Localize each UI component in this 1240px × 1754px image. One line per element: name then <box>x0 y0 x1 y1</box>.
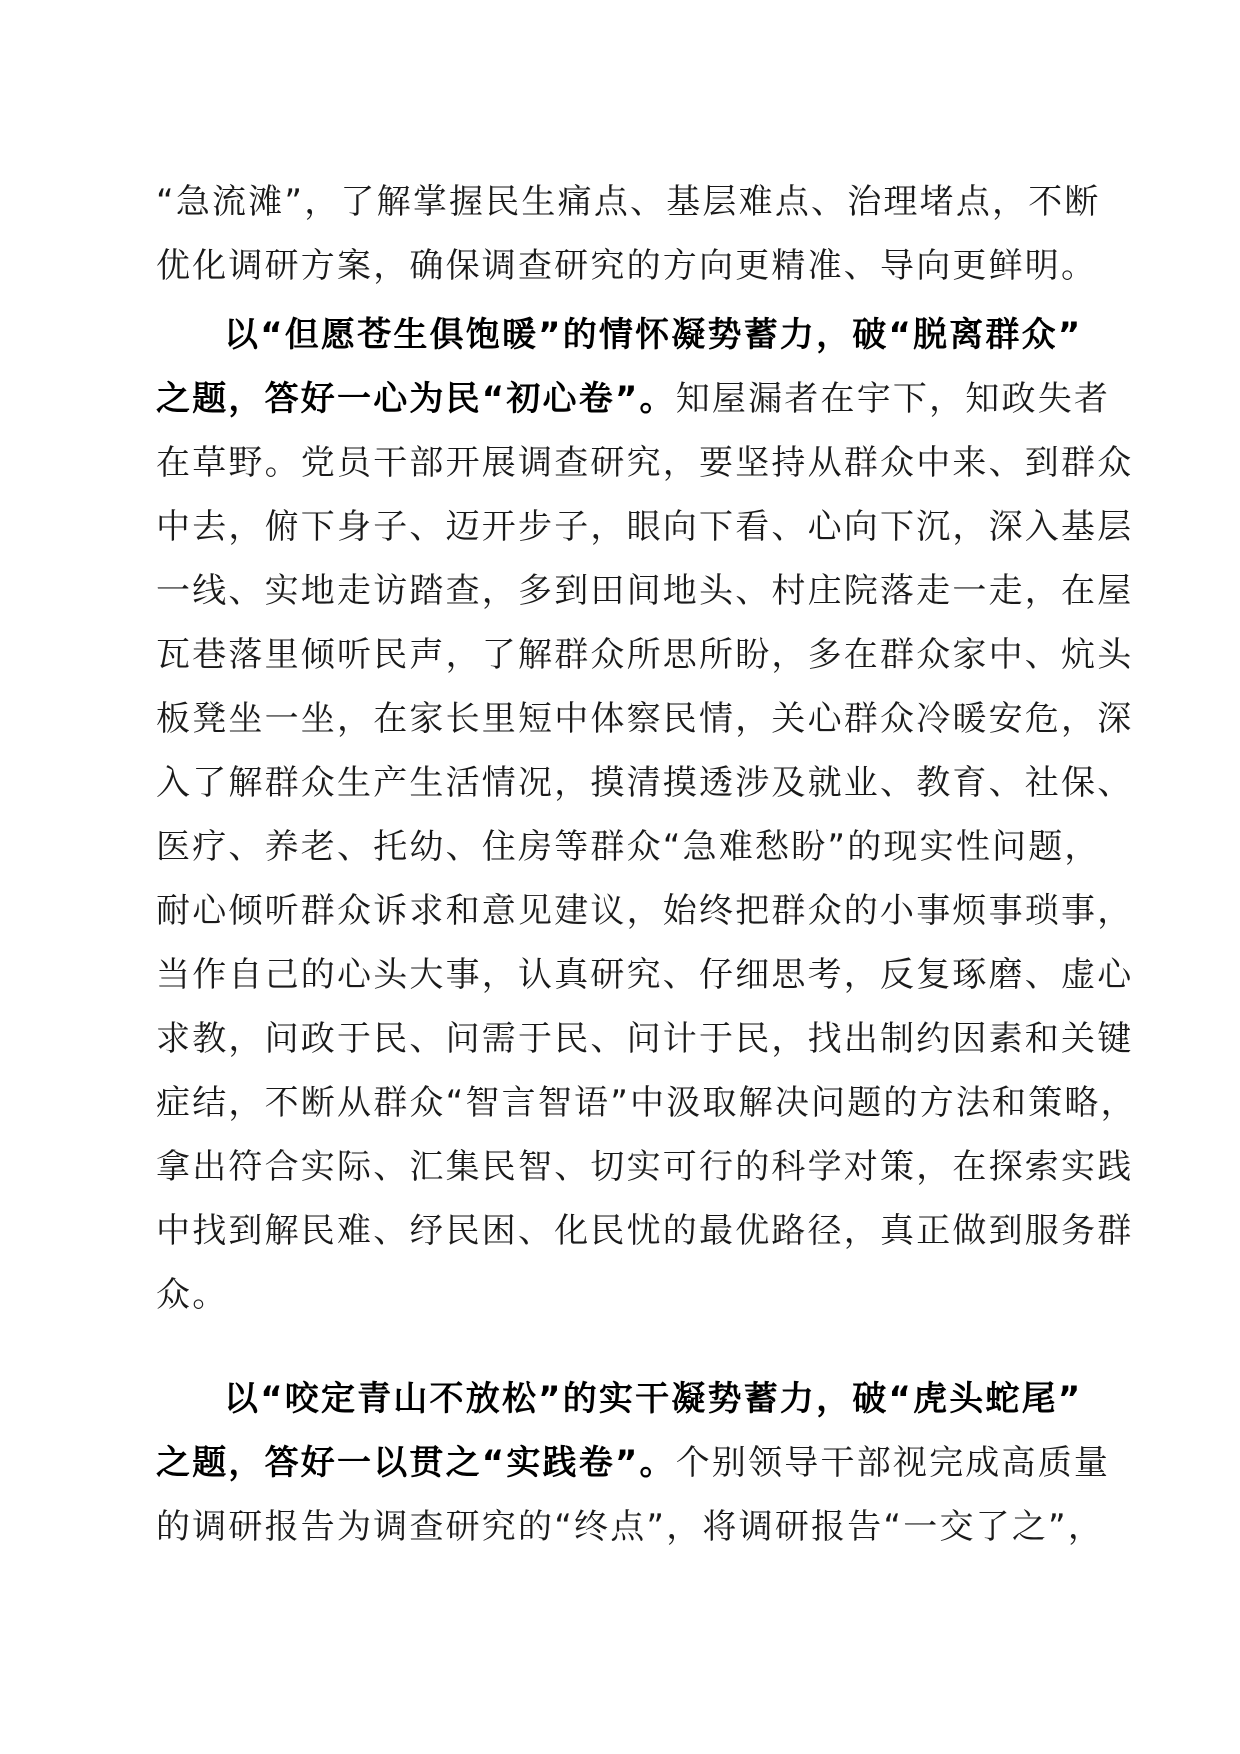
text-line: 当作自己的心头大事，认真研究、仔细思考，反复琢磨、虚心 <box>156 955 1134 995</box>
text-line: 耐心倾听群众诉求和意见建议，始终把群众的小事烦事琐事， <box>156 891 1134 931</box>
text-line: 症结，不断从群众“智言智语”中汲取解决问题的方法和策略， <box>156 1083 1137 1123</box>
text-line: 在草野。党员干部开展调查研究，要坚持从群众中来、到群众 <box>156 443 1134 483</box>
paragraph-continuation <box>156 170 1101 298</box>
text-line: 众。 <box>156 1275 229 1315</box>
text-line: 中去，俯下身子、迈开步子，眼向下看、心向下沉，深入基层 <box>156 507 1134 547</box>
text-line: 拿出符合实际、汇集民智、切实可行的科学对策，在探索实践 <box>156 1147 1134 1187</box>
text-line <box>156 367 1111 431</box>
text-run: 知屋漏者在宇下，知政失者 <box>675 379 1111 419</box>
text-line: 一线、实地走访踏查，多到田间地头、村庄院落走一走，在屋 <box>156 571 1134 611</box>
text-line: 求教，问政于民、问需于民、问计于民，找出制约因素和关键 <box>156 1019 1134 1059</box>
text-line: 入了解群众生产生活情况，摸清摸透涉及就业、教育、社保、 <box>156 763 1134 803</box>
text-line: 医疗、养老、托幼、住房等群众“急难愁盼”的现实性问题， <box>156 827 1101 867</box>
section-heading-line: 以“但愿苍生俱饱暖”的情怀凝势蓄力，破“脱离群众” <box>224 315 1083 355</box>
text-line: 瓦巷落里倾听民声，了解群众所思所盼，多在群众家中、炕头 <box>156 635 1134 675</box>
text-run: 个别领导干部视完成高质量 <box>675 1443 1111 1483</box>
text-line <box>156 1431 1111 1495</box>
paragraph-initial-heart <box>156 303 1137 1327</box>
text-line: “急流滩”，了解掌握民生痛点、基层难点、治理堵点，不断 <box>156 182 1101 222</box>
section-heading-line: 以“咬定青山不放松”的实干凝势蓄力，破“虎头蛇尾” <box>224 1379 1083 1419</box>
text-line: 的调研报告为调查研究的“终点”，将调研报告“一交了之”， <box>156 1507 1105 1547</box>
section-heading-tail: 之题，答好一心为民“初心卷”。 <box>156 379 676 419</box>
paragraph-practice <box>156 1367 1111 1559</box>
text-line: 中找到解民难、纾民困、化民忧的最优路径，真正做到服务群 <box>156 1211 1134 1251</box>
text-line: 优化调研方案，确保调查研究的方向更精准、导向更鲜明。 <box>156 246 1098 286</box>
section-heading-tail: 之题，答好一以贯之“实践卷”。 <box>156 1443 676 1483</box>
text-line: 板凳坐一坐，在家长里短中体察民情，关心群众冷暖安危，深 <box>156 699 1134 739</box>
